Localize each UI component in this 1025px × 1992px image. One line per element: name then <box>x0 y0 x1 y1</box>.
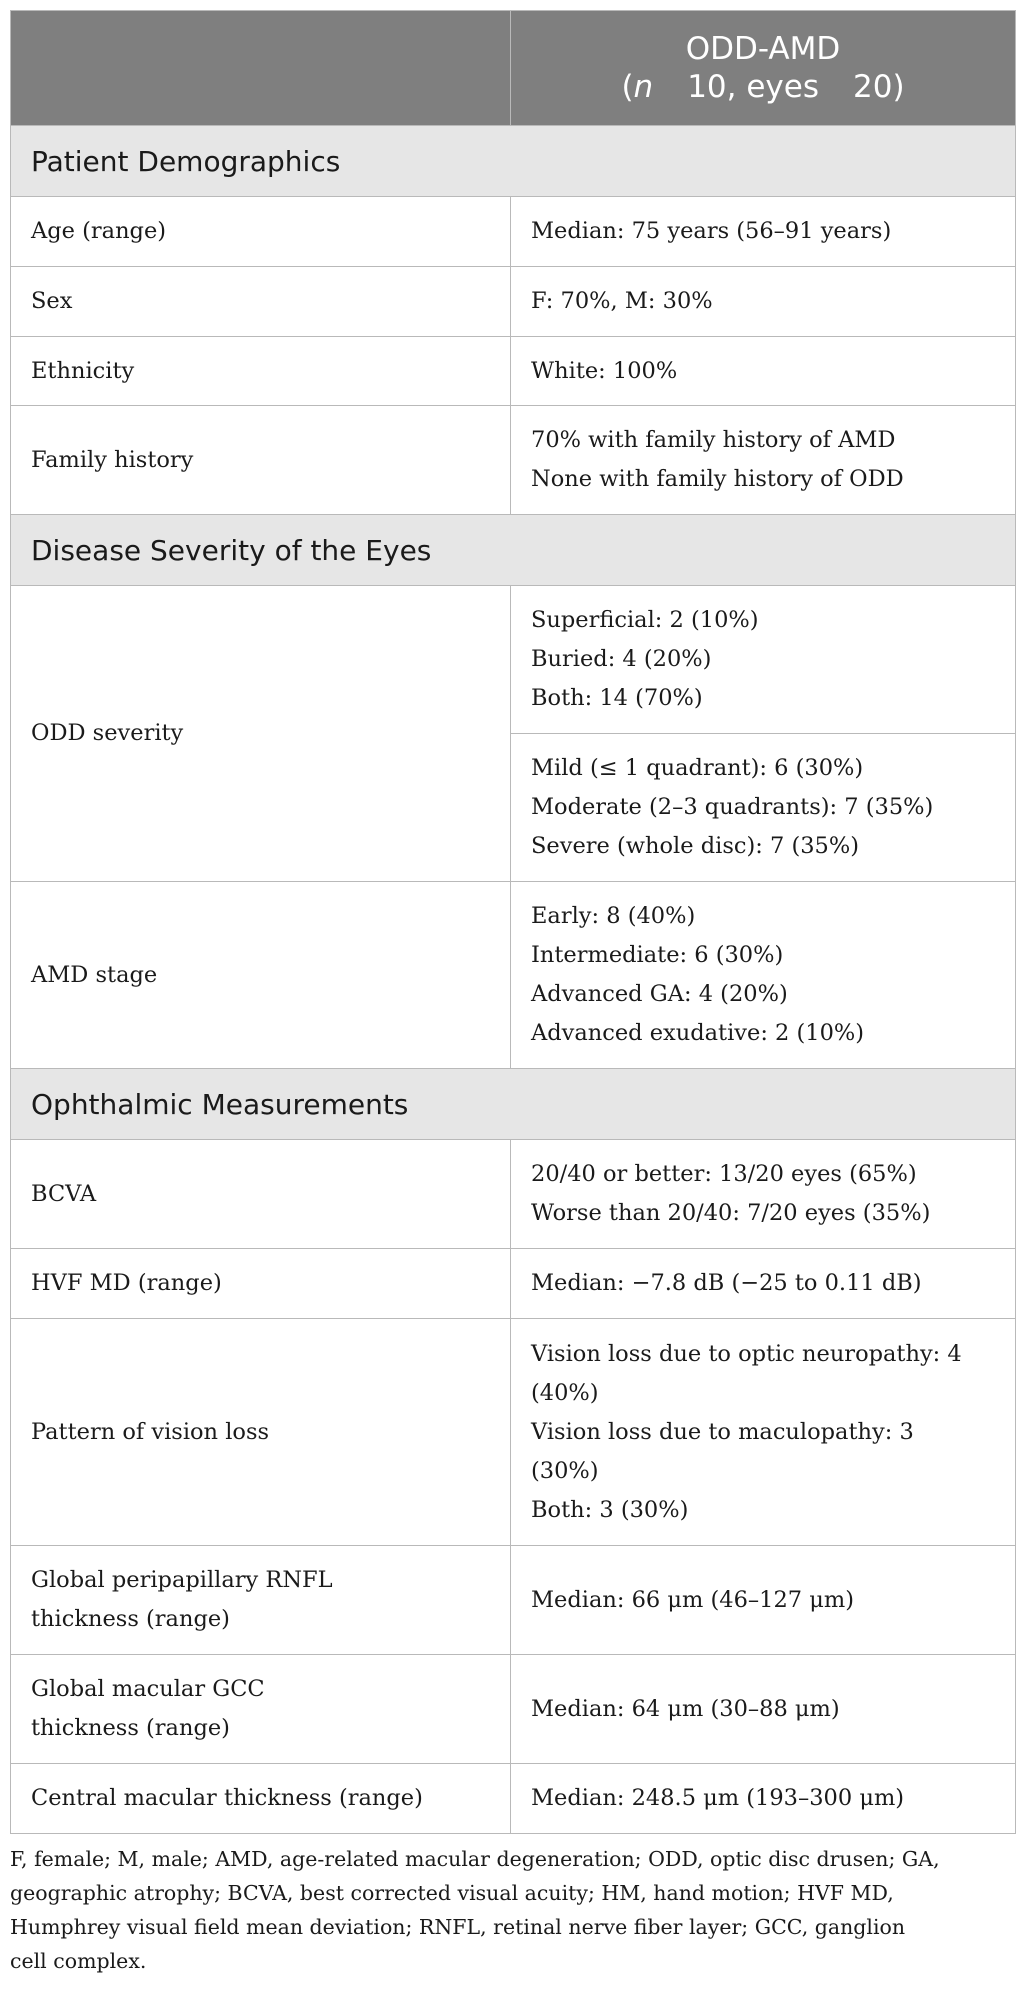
row-label: Family history <box>11 406 511 515</box>
table-wrapper <box>10 10 1015 1834</box>
table-footnote: F, female; M, male; AMD, age-related macular degeneration; ODD, optic disc drusen; GA, geographic atrophy; BCVA, best corrected visual acuity; HM, hand motion; HVF MD, Humphrey visual field mean deviation; RNFL, retinal nerve fiber layer; GCC, ganglion cell complex. <box>10 1847 940 1973</box>
row-value: Median: 64 μm (30–88 μm) <box>511 1655 1016 1764</box>
table-row-age <box>11 197 1016 267</box>
section-row-measurements <box>11 1069 1016 1140</box>
row-value: White: 100% <box>511 337 1016 406</box>
row-label: HVF MD (range) <box>11 1249 511 1319</box>
row-label: Global peripapillary RNFL thickness (range) <box>11 1546 511 1655</box>
table-row-family-history <box>11 406 1016 515</box>
table-row-bcva <box>11 1140 1016 1249</box>
table-row-sex <box>11 267 1016 337</box>
row-label: Central macular thickness (range) <box>11 1764 511 1834</box>
row-label: AMD stage <box>11 882 511 1069</box>
row-label: ODD severity <box>11 586 511 882</box>
table-row-hvf-md <box>11 1249 1016 1319</box>
header-subtitle: (n 10, eyes 20) <box>621 69 905 105</box>
row-label: Sex <box>11 267 511 337</box>
section-title: Ophthalmic Measurements <box>11 1069 1016 1140</box>
row-value-odd-extent: Mild (≤ 1 quadrant): 6 (30%) Moderate (2–3 quadrants): 7 (35%) Severe (whole disc): 7 (35%) <box>511 734 1016 882</box>
row-label: Ethnicity <box>11 337 511 406</box>
table-row-vision-loss-pattern <box>11 1319 1016 1546</box>
section-row-demographics <box>11 126 1016 197</box>
header-title: ODD-AMD <box>685 31 841 67</box>
table-row-odd-severity <box>11 586 1016 734</box>
row-value-odd-type: Superficial: 2 (10%) Buried: 4 (20%) Both: 14 (70%) <box>511 586 1016 734</box>
table-row-amd-stage <box>11 882 1016 1069</box>
row-value: Vision loss due to optic neuropathy: 4 (40%) Vision loss due to maculopathy: 3 (30%) Both: 3 (30%) <box>511 1319 1016 1546</box>
table-header-row <box>11 11 1016 126</box>
row-value: F: 70%, M: 30% <box>511 267 1016 337</box>
table-row-ethnicity <box>11 337 1016 406</box>
row-value: Early: 8 (40%) Intermediate: 6 (30%) Advanced GA: 4 (20%) Advanced exudative: 2 (10%) <box>511 882 1016 1069</box>
section-title: Disease Severity of the Eyes <box>11 515 1016 586</box>
row-label: Global macular GCC thickness (range) <box>11 1655 511 1764</box>
row-value: Median: 75 years (56–91 years) <box>511 197 1016 267</box>
row-label: Age (range) <box>11 197 511 267</box>
table-row-rnfl <box>11 1546 1016 1655</box>
row-label: BCVA <box>11 1140 511 1249</box>
table-row-gcc <box>11 1655 1016 1764</box>
table-row-central-macular <box>11 1764 1016 1834</box>
header-cell-empty <box>11 11 511 126</box>
row-value: Median: −7.8 dB (−25 to 0.11 dB) <box>511 1249 1016 1319</box>
row-value: 20/40 or better: 13/20 eyes (65%) Worse than 20/40: 7/20 eyes (35%) <box>511 1140 1016 1249</box>
section-row-severity <box>11 515 1016 586</box>
demographics-table <box>10 10 1016 1834</box>
row-value: Median: 248.5 μm (193–300 μm) <box>511 1764 1016 1834</box>
row-value: 70% with family history of AMD None with family history of ODD <box>511 406 1016 515</box>
row-value: Median: 66 μm (46–127 μm) <box>511 1546 1016 1655</box>
section-title: Patient Demographics <box>11 126 1016 197</box>
header-n: n <box>633 69 654 105</box>
row-label: Pattern of vision loss <box>11 1319 511 1546</box>
header-cell-odd-amd <box>511 11 1016 126</box>
